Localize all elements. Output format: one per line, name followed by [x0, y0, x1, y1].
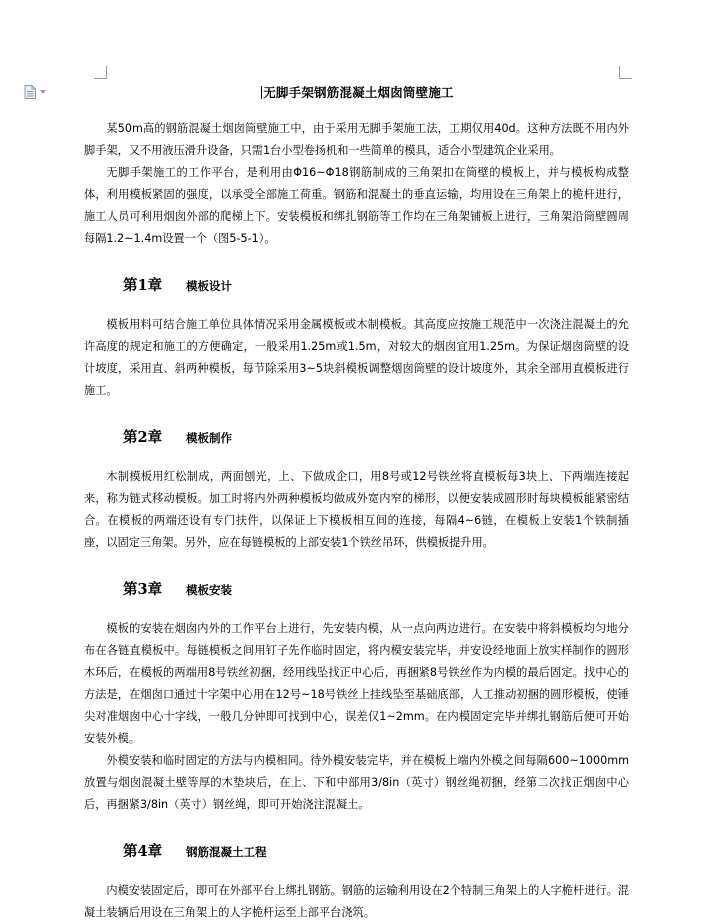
intro-paragraph: 某50m高的钢筋混凝土烟囱筒壁施工中，由于采用无脚手架施工法，工期仅用40d。这种方法既不用内外脚手架，又不用液压滑升设备，只需1台小型卷扬机和一些简单的模具，适合小型建筑企业采用。: [84, 122, 629, 157]
intro-paragraph: 无脚手架施工的工作平台，是利用由Φ16~Φ18钢筋制成的三角架扣在筒壁的模板上，并与模板构成整体，利用模板紧固的强度，以承受全部施工荷重。钢筋和混凝土的垂直运输，均用设在三角架上的桅杆进行，施工人员可利用烟囱外部的爬梯上下。安装模板和绑扎钢筋等工作均在三角架铺板上进行，三角架沿筒壁圆周每隔1.2~1.4m设置一个（图5-5-1）。: [84, 166, 629, 245]
margin-corner-mark-right: [619, 66, 632, 79]
chapter-number: 第4章: [123, 843, 163, 860]
chapter-name: 模板安装: [186, 583, 232, 597]
chapter-number: 第1章: [123, 277, 163, 294]
chapter-number: 第2章: [123, 429, 163, 446]
document-title-text: 无脚手架钢筋混凝土烟囱筒壁施工: [263, 85, 454, 100]
chapter-paragraph: 木制模板用红松制成，两面刨光，上、下做成企口，用8号或12号铁丝将直模板每3块上、下两端连接起来，称为链式移动模板。加工时将内外两种模板均做成外宽内窄的梯形，以便安装成圆形时每块模板能紧密结合。在模板的两端还设有专门扶件，以保证上下模板相互间的连接，每隔4~6链，在模板上安装1个铁制插座，以固定三角架。另外，应在每链模板的上部安装1个铁丝吊环，供模板提升用。: [84, 470, 629, 549]
chapter-heading: [123, 840, 629, 862]
chapter-paragraph: 模板用料可结合施工单位具体情况采用金属模板或木制模板。其高度应按施工规范中一次浇注混凝土的允许高度的规定和施工的方便确定，一般采用1.25m或1.5m，对较大的烟囱宜用1.25m。为保证烟囱筒壁的设计坡度，采用直、斜两种模板，每节除采用3~5块斜模板调整烟囱筒壁的设计坡度外，其余全部用直模板进行施工。: [84, 318, 629, 397]
document-title: [0, 83, 715, 101]
chapter-paragraph: 内模安装固定后，即可在外部平台上绑扎钢筋。钢筋的运输利用设在2个特制三角架上的人字桅杆进行。混凝土装辆后用设在三角架上的人字桅杆运至上部平台浇筑。: [84, 884, 629, 919]
chapter-paragraph: 模板的安装在烟囱内外的工作平台上进行，先安装内模，从一点向两边进行。在安装中将斜模板均匀地分布在各链直模板中。每链模板之间用钉子先作临时固定，将内模安装完毕，并安设经地面上放实样制作的圆形木环后，在模板的两端用8号铁丝初捆，经用线坠找正中心后，再捆紧8号铁丝作为内模的最后固定。找中心的方法是，在烟囱口通过十字架中心用在12号~18号铁丝上挂线坠至基础底部，人工推动初捆的圆形模板，使锤尖对准烟囱中心十字线，一般几分钟即可找到中心，误差仅1~2mm。在内模固定完毕并绑扎钢筋后便可开始安装外模。: [84, 622, 629, 745]
chapter-heading: [123, 578, 629, 600]
chapter-heading: [123, 274, 629, 296]
chapter-number: 第3章: [123, 581, 163, 598]
chapter-name: 模板制作: [186, 431, 232, 445]
document-body[interactable]: [84, 118, 629, 923]
chapter-name: 钢筋混凝土工程: [186, 845, 267, 859]
margin-corner-mark-left: [94, 66, 107, 79]
chapter-name: 模板设计: [186, 279, 232, 293]
chapter-heading: [123, 426, 629, 448]
chapter-paragraph: 外模安装和临时固定的方法与内模相同。待外模安装完毕，并在模板上端内外模之间每隔600~1000mm放置与烟囱混凝土壁等厚的木垫块后，在上、下和中部用3/8in（英寸）钢丝绳初捆，经第二次找正烟囱中心后，再捆紧3/8in（英寸）钢丝绳，即可开始浇注混凝土。: [84, 754, 629, 811]
